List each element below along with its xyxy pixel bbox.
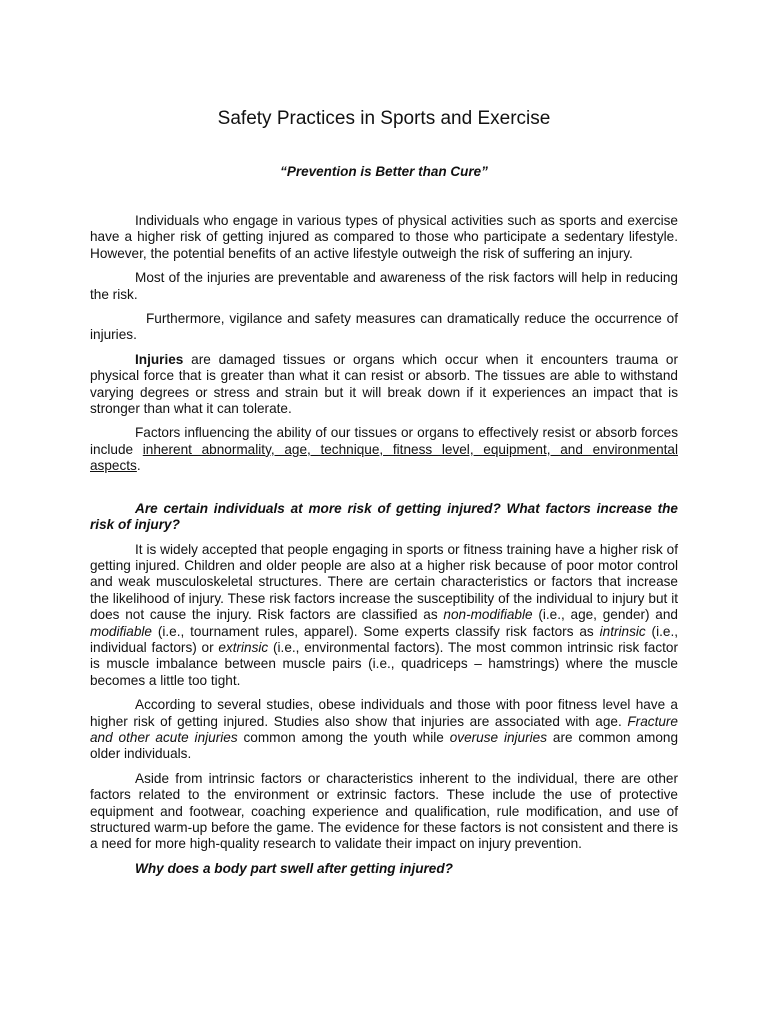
term-extrinsic: extrinsic — [218, 639, 269, 655]
document-title: Safety Practices in Sports and Exercise — [217, 108, 551, 129]
obesity-text-c: are common among older individuals. — [90, 729, 679, 762]
term-acute-injuries: Fracture and other acute injuries — [90, 713, 678, 745]
paragraph-extrinsic-factors: Aside from intrinsic factors or characteristics inherent to the individual, there are other factors related to the environment or extrinsic factors. These include the use of protective equipment and footwear, coaching experience and qualification, rule modification, and use of structured warm-up before the game. The evidence for these factors is not consistent and there is a need for more high-quality research to validate their impact on injury prevention. — [90, 770, 678, 852]
document-body — [90, 213, 678, 885]
document-subtitle: “Prevention is Better than Cure” — [280, 164, 488, 179]
term-overuse-injuries: overuse injuries — [449, 729, 548, 745]
risk-text-a: It is widely accepted that people engaging in sports or fitness training have a higher risk of getting injured. Children and older people are also at a higher risk because of poor motor control and weak musculoskeletal structures. There are certain characteristics or factors that increase the likelihood of injury. These risk factors increase the susceptibility of the individual to injury but it does not cause the injury. Risk factors are classified as — [90, 541, 678, 623]
risk-text-d: (i.e., individual factors) or — [90, 623, 678, 655]
factors-list-underlined: inherent abnormality, age, technique, fitness level, equipment, and environmental aspects — [90, 441, 678, 474]
paragraph-obesity-age — [90, 697, 678, 763]
paragraph-injuries-definition — [90, 352, 678, 418]
paragraph-intro: Individuals who engage in various types of physical activities such as sports and exercise have a higher risk of getting injured as compared to those who participate a sedentary lifestyle. However, the potential benefits of an active lifestyle outweigh the risk of suffering an injury. — [90, 213, 678, 261]
paragraph-factors — [90, 425, 678, 474]
factors-text: Factors influencing the ability of our tissues or organs to effectively resist or absorb forces include — [90, 425, 678, 457]
term-intrinsic: intrinsic — [599, 623, 646, 639]
term-non-modifiable: non-modifiable — [443, 607, 533, 623]
paragraph-vigilance: Furthermore, vigilance and safety measures can dramatically reduce the occurrence of injuries. — [90, 311, 678, 343]
term-injuries: Injuries — [135, 351, 184, 367]
obesity-text-a: According to several studies, obese individuals and those with poor fitness level have a higher risk of getting injured. Studies also show that injuries are associated with age. — [90, 697, 678, 729]
risk-text-e: (i.e., environmental factors). The most common intrinsic risk factor is muscle imbalance between muscle pairs (i.e., quadriceps – hamstrings) where the muscle becomes a little too tight. — [90, 639, 678, 688]
factors-end: . — [136, 458, 141, 474]
risk-text-b: (i.e., age, gender) and — [532, 607, 678, 623]
injuries-definition-text: are damaged tissues or organs which occur when it encounters trauma or physical force that is greater than what it can resist or absorb. The tissues are able to withstand varying degrees or stress and strain but it will break down if it experiences an impact that is stronger than what it can tolerate. — [90, 351, 678, 417]
paragraph-risk-factors — [90, 542, 678, 690]
risk-text-c: (i.e., tournament rules, apparel). Some experts classify risk factors as — [151, 623, 600, 639]
paragraph-preventable: Most of the injuries are preventable and awareness of the risk factors will help in reducing the risk. — [90, 270, 678, 302]
term-modifiable: modifiable — [90, 623, 152, 639]
obesity-text-b: common among the youth while — [237, 729, 450, 745]
question-swelling: Why does a body part swell after getting injured? — [135, 860, 453, 876]
question-risk-factors: Are certain individuals at more risk of getting injured? What factors increase the risk of injury? — [90, 500, 678, 533]
